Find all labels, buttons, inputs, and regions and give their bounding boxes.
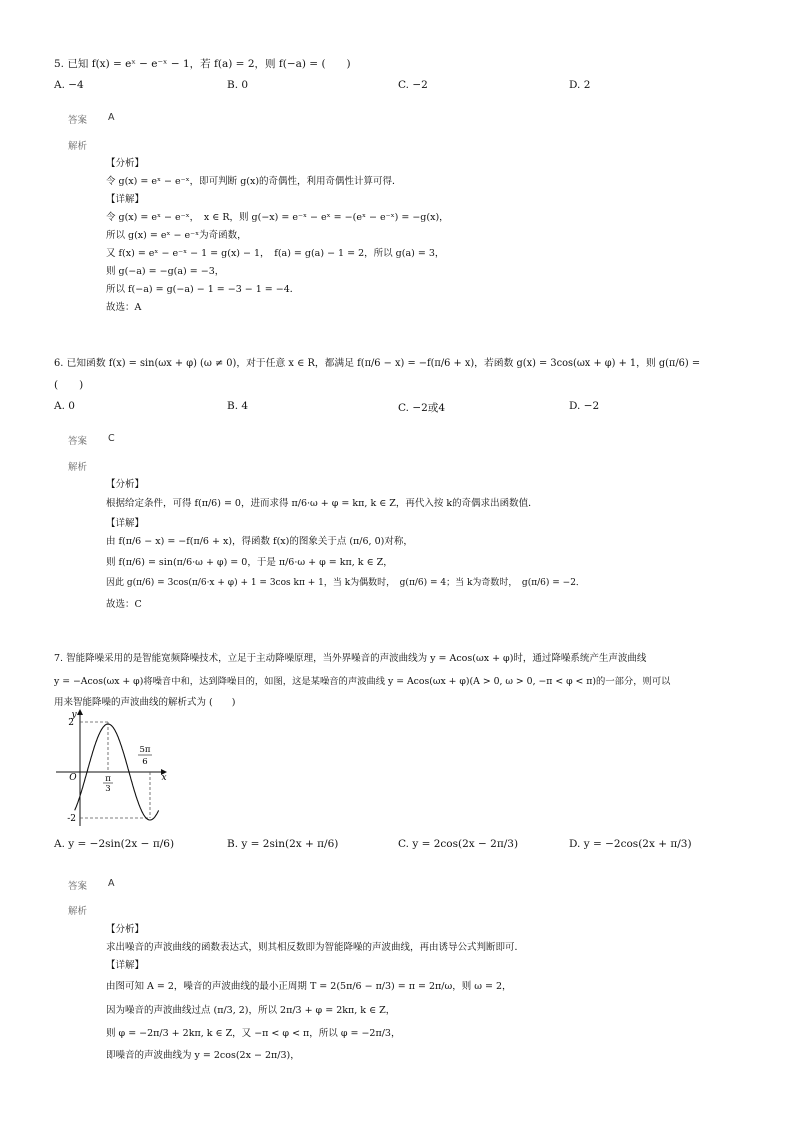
question-6-stem: 6. 已知函数 f(x) = sin(ωx + φ) (ω ≠ 0)，对于任意 x ∈ R，都满足 f(π/6 − x) = −f(π/6 + x)，若函数 g(x) = 3cos(ωx + φ) + 1，则 g(π/6) =: [54, 358, 701, 369]
q5-option-b: B. 0: [227, 79, 249, 91]
tick-pi-3-den: 3: [105, 784, 111, 794]
q6-solution-line: 由 f(π/6 − x) = −f(π/6 + x)，得函数 f(x)的图象关于点 (π/6, 0)对称，: [106, 536, 413, 547]
question-7-stem-cont: 用来智能降噪的声波曲线的解析式为 ( ): [54, 697, 236, 708]
tick-5pi-6-num: 5π: [139, 745, 151, 755]
q5-option-a: A. −4: [54, 79, 84, 91]
q7-solution-line: 由图可知 A = 2，噪音的声波曲线的最小正周期 T = 2(5π/6 − π/3) = π = 2π/ω，则 ω = 2，: [106, 981, 512, 992]
origin-label: O: [69, 773, 77, 783]
q5-solution-line: 则 g(−a) = −g(a) = −3，: [106, 266, 225, 277]
q7-option-a: A. y = −2sin(2x − π/6): [54, 838, 175, 850]
question-7-stem-cont: y = −Acos(ωx + φ)将噪音中和，达到降噪目的，如图，这是某噪音的声波曲线 y = Acos(ωx + φ)(A > 0, ω > 0, −π < φ < π)的一部分，则可以: [54, 676, 671, 687]
q5-solution-line: 【详解】: [106, 194, 145, 205]
q6-option-b: B. 4: [227, 400, 249, 412]
q7-option-d: D. y = −2cos(2x + π/3): [569, 838, 692, 850]
sound-wave-graph: [54, 708, 174, 830]
q6-answer: C: [108, 433, 115, 444]
q6-solution-line: 【详解】: [106, 518, 145, 529]
q5-analysis-label: 解析: [68, 141, 88, 152]
q5-solution-line: 所以 f(−a) = g(−a) − 1 = −3 − 1 = −4．: [106, 284, 300, 295]
q6-solution-line: 则 f(π/6) = sin(π/6·ω + φ) = 0，于是 π/6·ω + φ = kπ, k ∈ Z，: [106, 557, 393, 568]
q7-solution-line: 求出噪音的声波曲线的函数表达式，则其相反数即为智能降噪的声波曲线，再由诱导公式判断即可．: [106, 942, 525, 953]
q6-answer-label: 答案: [68, 436, 88, 447]
q6-solution-line: 【分析】: [106, 479, 145, 490]
tick-pi-3-num: π: [105, 774, 111, 784]
q7-solution-line: 即噪音的声波曲线为 y = 2cos(2x − 2π/3)，: [106, 1050, 300, 1061]
q5-solution-line: 又 f(x) = eˣ − e⁻ˣ − 1 = g(x) − 1， f(a) = g(a) − 1 = 2，所以 g(a) = 3，: [106, 248, 445, 259]
y-max-label: 2: [68, 718, 74, 728]
q6-option-c: C. −2或4: [398, 402, 445, 414]
q5-solution-line: 所以 g(x) = eˣ − e⁻ˣ为奇函数，: [106, 230, 247, 241]
y-min-label: -2: [67, 814, 76, 824]
q5-solution-line: 故选：A: [106, 302, 142, 313]
y-axis-label: y: [71, 710, 77, 720]
q5-answer-label: 答案: [68, 115, 88, 126]
question-6-stem-cont: ( ): [54, 379, 84, 391]
q7-solution-line: 则 φ = −2π/3 + 2kπ, k ∈ Z，又 −π < φ < π，所以 φ = −2π/3，: [106, 1028, 401, 1039]
q6-option-d: D. −2: [569, 400, 600, 412]
q7-answer-label: 答案: [68, 881, 88, 892]
q7-solution-line: 【分析】: [106, 924, 145, 935]
tick-5pi-6-den: 6: [142, 757, 148, 767]
q7-option-b: B. y = 2sin(2x + π/6): [227, 838, 339, 850]
q7-answer: A: [108, 878, 115, 889]
q6-solution-line: 因此 g(π/6) = 3cos(π/6·x + φ) + 1 = 3cos kπ + 1，当 k为偶数时， g(π/6) = 4；当 k为奇数时， g(π/6) = −2．: [106, 578, 585, 588]
q7-option-c: C. y = 2cos(2x − 2π/3): [398, 838, 519, 850]
q5-option-d: D. 2: [569, 79, 591, 91]
q5-solution-line: 【分析】: [106, 158, 145, 169]
q5-solution-line: 令 g(x) = eˣ − e⁻ˣ， x ∈ R，则 g(−x) = e⁻ˣ − eˣ = −(eˣ − e⁻ˣ) = −g(x)，: [106, 212, 449, 223]
q5-solution-line: 令 g(x) = eˣ − e⁻ˣ，即可判断 g(x)的奇偶性，利用奇偶性计算可得．: [106, 176, 402, 187]
q7-analysis-label: 解析: [68, 906, 88, 917]
x-axis-label: x: [161, 773, 167, 783]
q6-analysis-label: 解析: [68, 462, 88, 473]
question-5-stem: 5. 已知 f(x) = eˣ − e⁻ˣ − 1，若 f(a) = 2，则 f(−a) = ( ): [54, 58, 351, 70]
q6-solution-line: 故选：C: [106, 599, 142, 610]
q5-option-c: C. −2: [398, 79, 428, 91]
q6-option-a: A. 0: [54, 400, 75, 412]
q7-solution-line: 因为噪音的声波曲线过点 (π/3, 2)，所以 2π/3 + φ = 2kπ, k ∈ Z，: [106, 1005, 396, 1016]
question-7-stem: 7. 智能降噪采用的是智能宽频降噪技术，立足于主动降噪原理，当外界噪音的声波曲线为 y = Acos(ωx + φ)时，通过降噪系统产生声波曲线: [54, 653, 647, 664]
q6-solution-line: 根据给定条件，可得 f(π/6) = 0，进而求得 π/6·ω + φ = kπ, k ∈ Z，再代入按 k的奇偶求出函数值．: [106, 498, 538, 509]
q5-answer: A: [108, 112, 115, 123]
q7-solution-line: 【详解】: [106, 960, 145, 971]
